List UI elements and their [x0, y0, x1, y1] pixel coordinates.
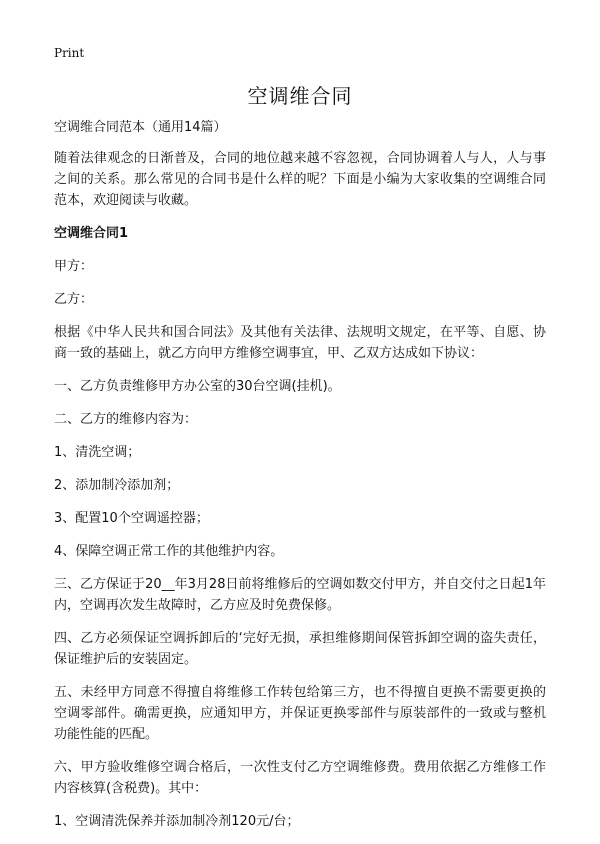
document-body	[54, 118, 546, 844]
intro-paragraph: 随着法律观念的日渐普及，合同的地位越来越不容忽视，合同协调着人与人，人与事之间的关系。那么常见的合同书是什么样的呢？下面是小编为大家收集的空调维合同范本，欢迎阅读与收藏。	[54, 151, 546, 208]
item-2: 2、添加制冷添加剂；	[54, 478, 180, 493]
document-title: 空调维合同	[247, 84, 353, 108]
document-subtitle: 空调维合同范本（通用14篇）	[54, 120, 227, 135]
fee-item-1: 1、空调清洗保养并添加制冷剂120元/台；	[54, 814, 300, 829]
agreement-paragraph: 根据《中华人民共和国合同法》及其他有关法律、法规明文规定，在平等、自愿、协商一致的基础上，就乙方向甲方维修空调事宜，甲、乙双方达成如下协议：	[54, 325, 546, 361]
item-4: 4、保障空调正常工作的其他维护内容。	[54, 544, 284, 559]
clause-6: 六、甲方验收维修空调合格后，一次性支付乙方空调维修费。费用依据乙方维修工作内容核算(含税费)。其中：	[54, 760, 546, 796]
clause-1: 一、乙方负责维修甲方办公室的30台空调(挂机)。	[54, 379, 341, 394]
clause-5: 五、未经甲方同意不得擅自将维修工作转包给第三方，也不得擅自更换不需要更换的空调零部件。确需更换，应通知甲方，并保证更换零部件与原装部件的一致或与整机功能性能的匹配。	[54, 685, 546, 742]
clause-4: 四、乙方必须保证空调拆卸后的‘完好无损，承担维修期间保管拆卸空调的盗失责任，保证维护后的安装固定。	[54, 631, 546, 667]
item-1: 1、清洗空调；	[54, 445, 141, 460]
party-b-line: 乙方：	[54, 292, 94, 307]
section-heading: 空调维合同1	[54, 226, 129, 241]
party-a-line: 甲方：	[54, 259, 94, 274]
clause-2: 二、乙方的维修内容为：	[54, 412, 198, 427]
clause-3: 三、乙方保证于20__年3月28日前将维修后的空调如数交付甲方，并自交付之日起1年内，空调再次发生故障时，乙方应及时免费保修。	[54, 577, 546, 613]
item-3: 3、配置10个空调遥控器；	[54, 511, 209, 526]
print-label: Print	[54, 46, 85, 60]
